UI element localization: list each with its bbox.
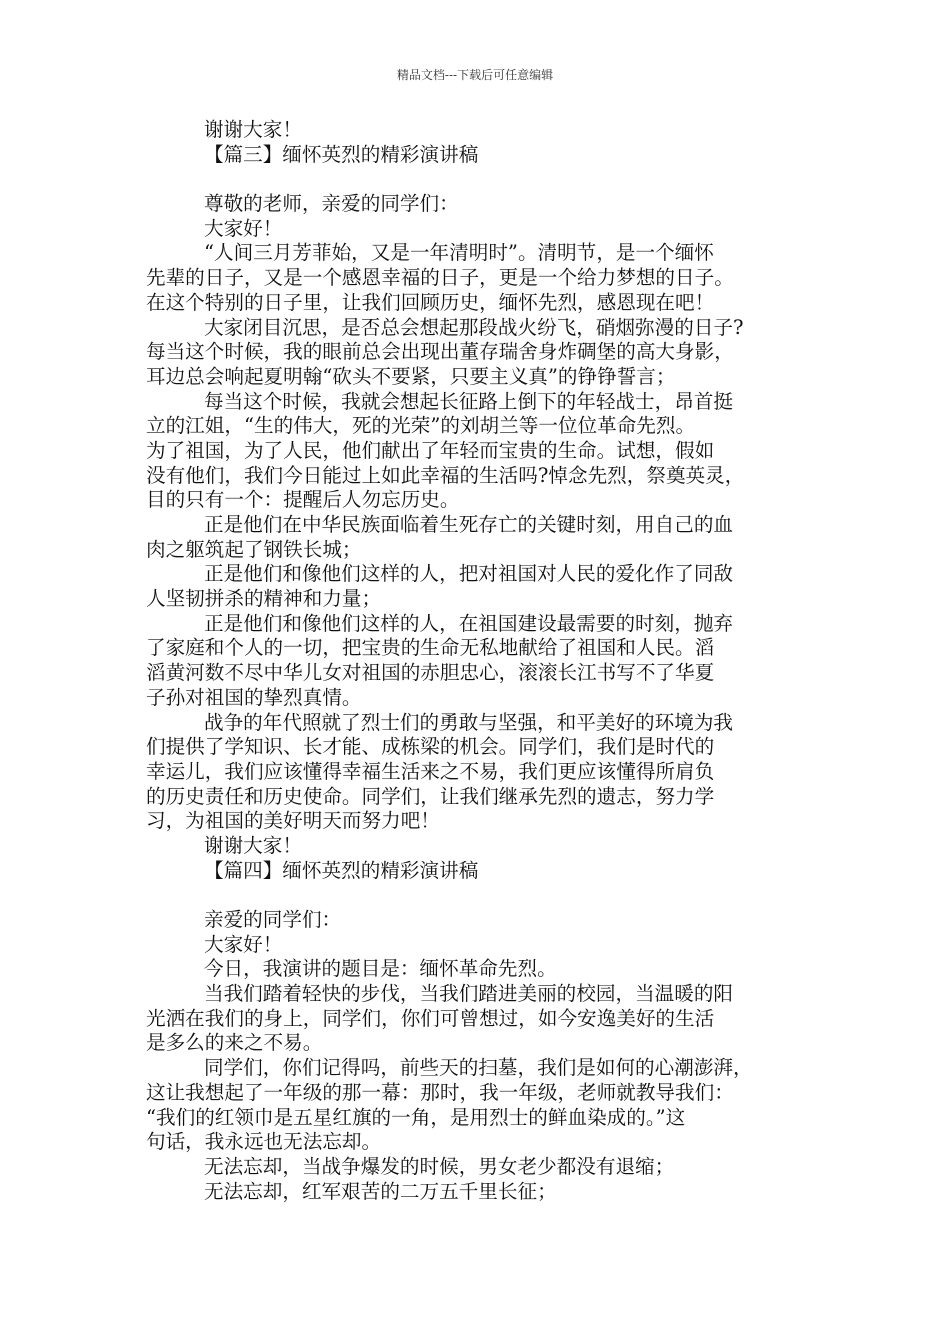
text-line: “人间三月芳菲始，又是一年清明时”。清明节，是一个缅怀 (204, 241, 714, 265)
text-line: 亲爱的同学们： (204, 908, 342, 931)
text-line: 是多么的来之不易。 (146, 1031, 323, 1055)
text-line: 战争的年代照就了烈士们的勇敢与坚强，和平美好的环境为我 (204, 710, 734, 734)
document-body (146, 118, 822, 1204)
text-line: 句话，我永远也无法忘却。 (146, 1130, 382, 1154)
blank-line (146, 167, 822, 192)
text-line: 的历史责任和历史使命。同学们，让我们继承先烈的遗志，努力学 (146, 784, 715, 808)
text-line: 【篇三】缅怀英烈的精彩演讲稿 (204, 142, 479, 166)
text-line: 立的江姐，“生的伟大，死的光荣”的刘胡兰等一位位革命先烈。 (146, 414, 696, 438)
text-line: 目的只有一个：提醒后人勿忘历史。 (146, 488, 460, 512)
text-line: 同学们，你们记得吗，前些天的扫墓，我们是如何的心潮澎湃， (204, 1056, 753, 1080)
text-line: 每当这个时候，我的眼前总会出现出董存瑞舍身炸碉堡的高大身影， (146, 340, 734, 364)
text-line: 当我们踏着轻快的步伐，当我们踏进美丽的校园，当温暖的阳 (204, 982, 734, 1006)
blank-line (146, 883, 822, 908)
text-line: 幸运儿，我们应该懂得幸福生活来之不易，我们更应该懂得所肩负 (146, 759, 715, 783)
text-line: 了家庭和个人的一切，把宝贵的生命无私地献给了祖国和人民。滔 (146, 636, 715, 660)
text-line: 大家好！ (204, 932, 283, 956)
text-line: 耳边总会响起夏明翰“砍头不要紧，只要主义真”的铮铮誓言； (146, 364, 676, 388)
text-line: 正是他们和像他们这样的人，把对祖国对人民的爱化作了同敌 (204, 562, 734, 586)
text-line: 大家闭目沉思，是否总会想起那段战火纷飞，硝烟弥漫的日子? (204, 315, 744, 339)
text-line: 子孙对祖国的挚烈真情。 (146, 685, 362, 709)
text-line: 人坚韧拼杀的精神和力量； (146, 587, 382, 611)
text-line: 尊敬的老师，亲爱的同学们： (204, 192, 459, 216)
text-line: 每当这个时候，我就会想起长征路上倒下的年轻战士，昂首挺 (204, 389, 734, 413)
text-line: 大家好！ (204, 216, 283, 240)
text-line: 【篇四】缅怀英烈的精彩演讲稿 (204, 858, 479, 882)
text-line: 们提供了学知识、长才能、成栋梁的机会。同学们，我们是时代的 (146, 735, 715, 759)
text-line: 在这个特别的日子里，让我们回顾历史，缅怀先烈，感恩现在吧！ (146, 290, 715, 314)
text-line: 滔黄河数不尽中华儿女对祖国的赤胆忠心，滚滚长江书写不了华夏 (146, 661, 715, 685)
text-line: 光洒在我们的身上，同学们，你们可曾想过，如今安逸美好的生活 (146, 1006, 715, 1030)
text-line: 习，为祖国的美好明天而努力吧！ (146, 809, 440, 833)
text-line: 正是他们和像他们这样的人，在祖国建设最需要的时刻，抛弃 (204, 611, 734, 635)
text-line: 肉之躯筑起了钢铁长城； (146, 537, 362, 561)
text-line: 正是他们在中华民族面临着生死存亡的关键时刻，用自己的血 (204, 513, 734, 536)
text-line: 谢谢大家！ (204, 833, 302, 857)
text-line: 先辈的日子，又是一个感恩幸福的日子，更是一个给力梦想的日子。 (146, 266, 734, 290)
text-line: 无法忘却，红军艰苦的二万五千里长征； (204, 1179, 557, 1203)
text-line: 这让我想起了一年级的那一幕：那时，我一年级，老师就教导我们： (146, 1080, 734, 1104)
text-line: “我们的红领巾是五星红旗的一角，是用烈士的鲜血染成的。”这 (146, 1105, 686, 1129)
text-line: 无法忘却，当战争爆发的时候，男女老少都没有退缩； (204, 1154, 675, 1178)
text-line: 为了祖国，为了人民，他们献出了年轻而宝贵的生命。试想，假如 (146, 438, 715, 462)
text-line: 今日，我演讲的题目是：缅怀革命先烈。 (204, 957, 557, 981)
text-line: 没有他们，我们今日能过上如此幸福的生活吗?悼念先烈，祭奠英灵， (146, 463, 745, 487)
page-header: 精品文档---下载后可任意编辑 (396, 68, 554, 82)
text-line: 谢谢大家！ (204, 118, 302, 141)
